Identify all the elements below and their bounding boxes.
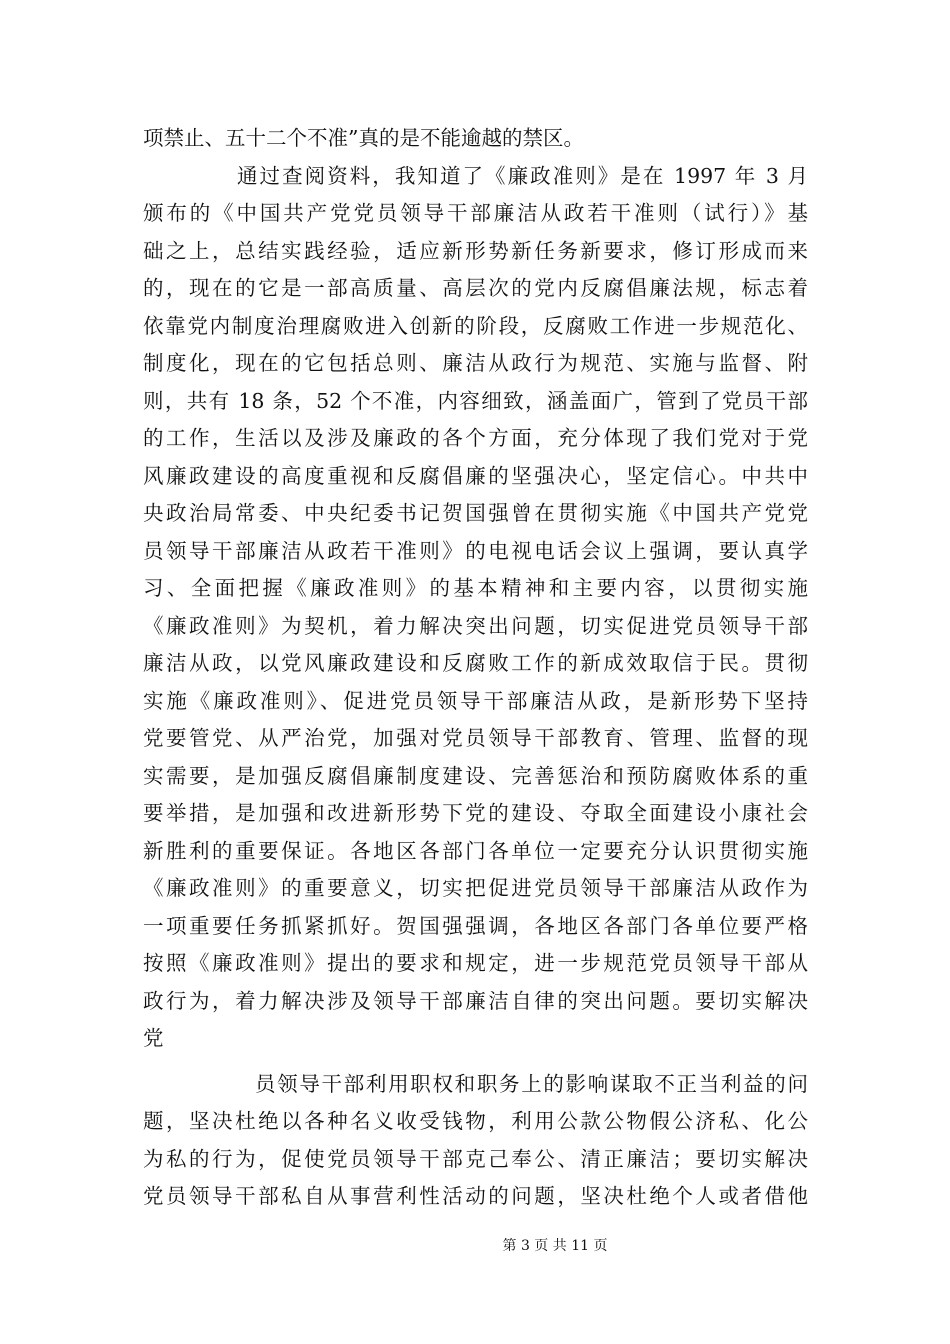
text-line: 础之上，总结实践经验，适应新形势新任务新要求，修订形成而来 (143, 238, 808, 263)
text-line: 要举措，是加强和改进新形势下党的建设、夺取全面建设小康社会 (143, 801, 808, 825)
page-break-gap (143, 1058, 808, 1066)
text-line: 则，共有 18 条，52 个不准，内容细致，涵盖面广，管到了党员干部 (143, 388, 808, 413)
text-line: 题，坚决杜绝以各种名义收受钱物，利用公款公物假公济私、化公 (143, 1109, 808, 1133)
text-line: 依靠党内制度治理腐败进入创新的阶段，反腐败工作进一步规范化、 (143, 313, 808, 338)
text-line: 的，现在的它是一部高质量、高层次的党内反腐倡廉法规，标志着 (143, 276, 808, 300)
text-line: 为私的行为，促使党员领导干部克己奉公、清正廉洁；要切实解决 (143, 1146, 808, 1171)
text-line: 党 (143, 1026, 164, 1050)
text-line: 按照《廉政准则》提出的要求和规定，进一步规范党员领导干部从 (143, 951, 808, 975)
text-line: 制度化，现在的它包括总则、廉洁从政行为规范、实施与监督、附 (143, 351, 808, 375)
text-line: 党要管党、从严治党，加强对党员领导干部教育、管理、监督的现 (143, 726, 808, 750)
text-line: 员领导干部廉洁从政若干准则》的电视电话会议上强调，要认真学 (143, 538, 808, 563)
body-text (143, 120, 808, 1216)
text-line: 廉洁从政，以党风廉政建设和反腐败工作的新成效取信于民。贯彻 (143, 651, 808, 675)
paragraph-start-line: 通过查阅资料，我知道了《廉政准则》是在 1997 年 3 月 (237, 163, 808, 188)
text-line: 《廉政准则》的重要意义，切实把促进党员领导干部廉洁从政作为 (143, 876, 808, 900)
text-line: 习、全面把握《廉政准则》的基本精神和主要内容，以贯彻实施 (143, 576, 808, 600)
text-line: 的工作，生活以及涉及廉政的各个方面，充分体现了我们党对于党 (143, 426, 808, 450)
page-number-footer: 第 3 页 共 11 页 (502, 1238, 608, 1254)
text-line: 实需要，是加强反腐倡廉制度建设、完善惩治和预防腐败体系的重 (143, 763, 808, 788)
text-line: 一项重要任务抓紧抓好。贺国强强调，各地区各部门各单位要严格 (143, 913, 808, 938)
text-line: 颁布的《中国共产党党员领导干部廉洁从政若干准则（试行）》基 (143, 201, 808, 225)
text-line: 风廉政建设的高度重视和反腐倡廉的坚强决心，坚定信心。中共中 (143, 463, 808, 488)
text-line: 党员领导干部私自从事营利性活动的问题，坚决杜绝个人或者借他 (143, 1184, 808, 1208)
text-line: 实施《廉政准则》、促进党员领导干部廉洁从政，是新形势下坚持 (143, 688, 808, 713)
text-line: 《廉政准则》为契机，着力解决突出问题，切实促进党员领导干部 (143, 613, 808, 638)
text-line: 政行为，着力解决涉及领导干部廉洁自律的突出问题。要切实解决 (143, 988, 808, 1013)
paragraph-start-line: 员领导干部利用职权和职务上的影响谋取不正当利益的问 (255, 1071, 808, 1096)
text-line: 项禁止、五十二个不准”真的是不能逾越的禁区。 (143, 126, 584, 150)
text-line: 新胜利的重要保证。各地区各部门各单位一定要充分认识贯彻实施 (143, 838, 808, 863)
text-line: 央政治局常委、中央纪委书记贺国强曾在贯彻实施《中国共产党党 (143, 501, 808, 525)
